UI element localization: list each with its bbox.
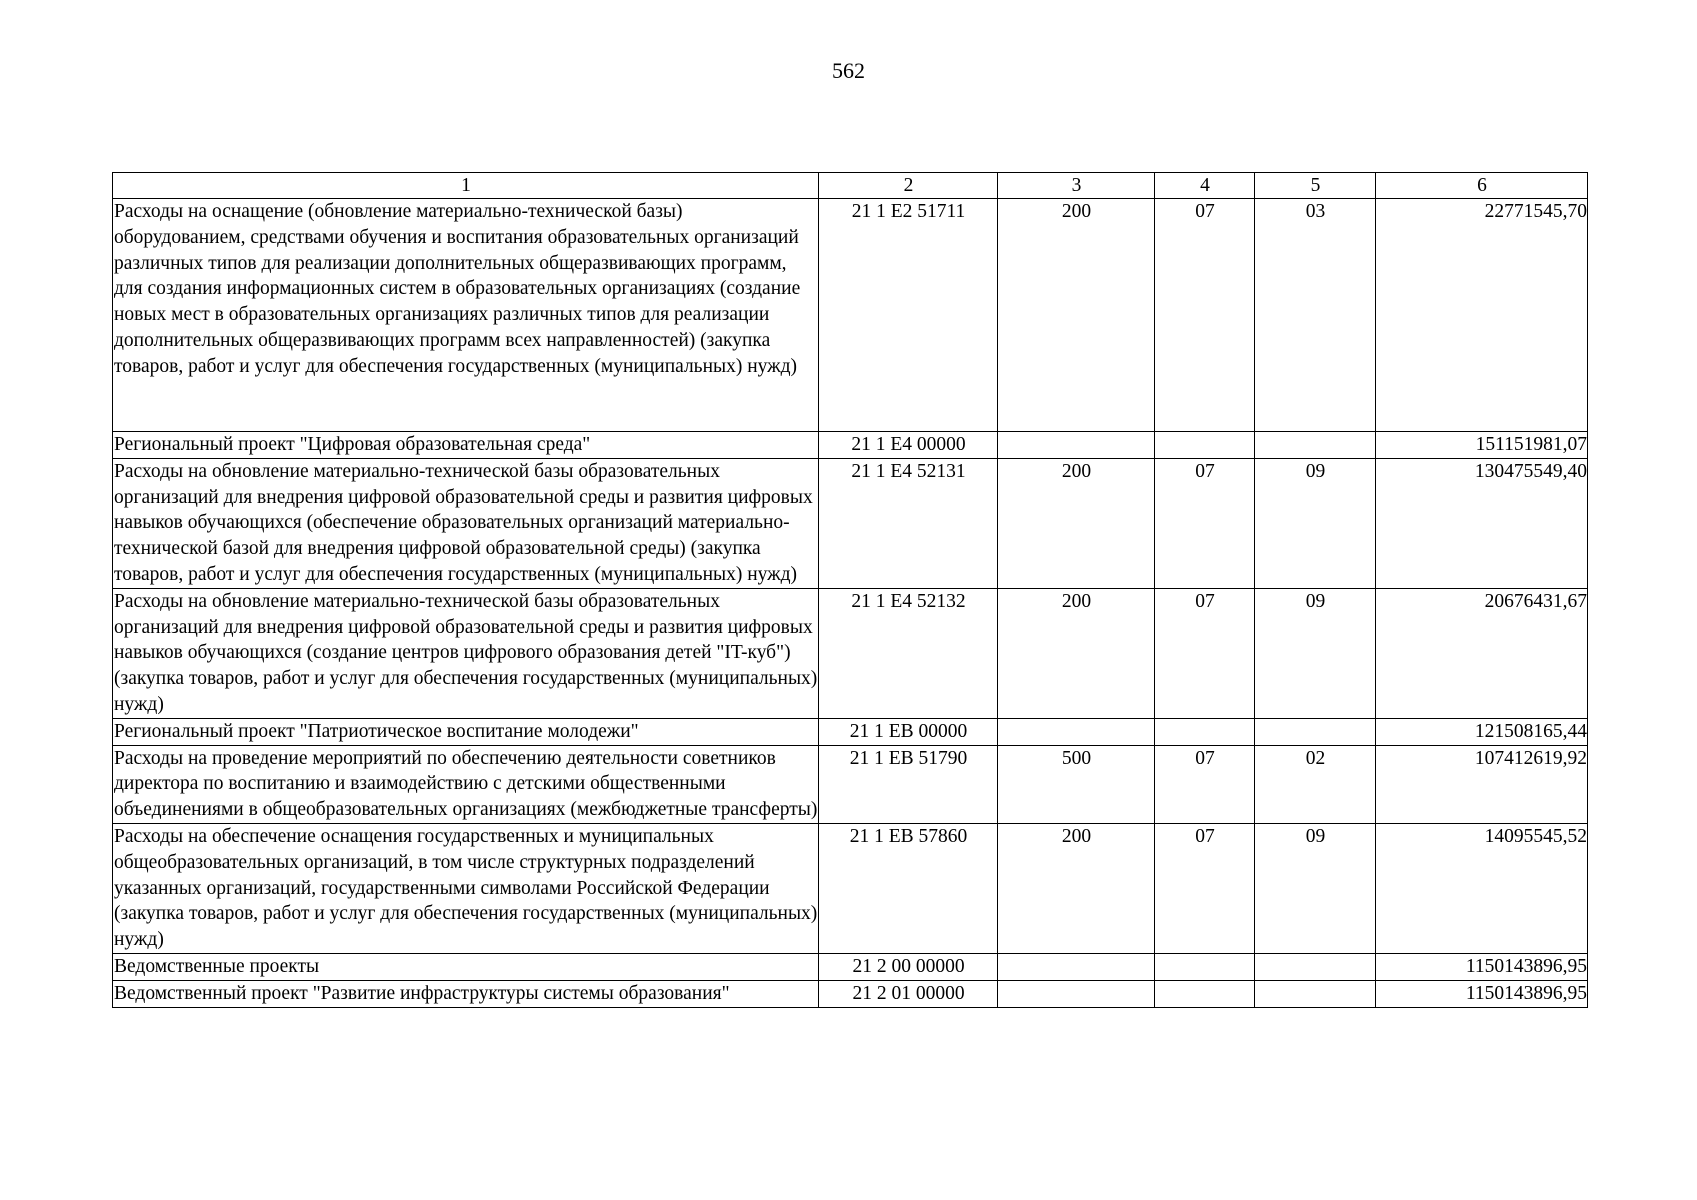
header-col-1: 1	[113, 173, 819, 199]
row-col-3: 200	[998, 588, 1155, 718]
table-row	[113, 980, 1588, 1007]
row-sum: 107412619,92	[1376, 745, 1588, 823]
row-sum: 1150143896,95	[1376, 980, 1588, 1007]
row-col-3: 500	[998, 745, 1155, 823]
table-row	[113, 745, 1588, 823]
row-col-5	[1255, 953, 1376, 980]
table-row	[113, 953, 1588, 980]
row-col-5: 03	[1255, 199, 1376, 432]
row-col-5: 02	[1255, 745, 1376, 823]
page-number: 562	[832, 58, 865, 83]
budget-table	[112, 172, 1588, 1008]
row-sum: 1150143896,95	[1376, 953, 1588, 980]
row-col-4: 07	[1155, 823, 1255, 953]
row-col-4: 07	[1155, 458, 1255, 588]
row-sum: 14095545,52	[1376, 823, 1588, 953]
header-col-5: 5	[1255, 173, 1376, 199]
row-col-3: 200	[998, 458, 1155, 588]
row-col-4: 07	[1155, 199, 1255, 432]
row-code: 21 1 EB 57860	[819, 823, 998, 953]
row-sum: 121508165,44	[1376, 718, 1588, 745]
row-description: Ведомственный проект "Развитие инфраструктуры системы образования"	[113, 980, 819, 1007]
row-col-4	[1155, 953, 1255, 980]
row-code: 21 1 E4 52132	[819, 588, 998, 718]
table-row	[113, 458, 1588, 588]
row-col-5: 09	[1255, 823, 1376, 953]
row-col-3	[998, 953, 1155, 980]
row-col-4	[1155, 718, 1255, 745]
row-description: Расходы на обновление материально-технической базы образовательных организаций для внедрения цифровой образовательной среды и развития цифровых навыков обучающихся (обеспечение образовательных организаций материально-технической базой для внедрения цифровой образовательной среды) (закупка товаров, работ и услуг для обеспечения государственных (муниципальных) нужд)	[113, 458, 819, 588]
row-description: Расходы на оснащение (обновление материально-технической базы) оборудованием, средствами обучения и воспитания образовательных организаций различных типов для реализации дополнительных общеразвивающих программ, для создания информационных систем в образовательных организациях (создание новых мест в образовательных организациях различных типов для реализации дополнительных общеразвивающих программ всех направленностей) (закупка товаров, работ и услуг для обеспечения государственных (муниципальных) нужд)	[113, 199, 819, 432]
row-sum: 22771545,70	[1376, 199, 1588, 432]
row-col-5	[1255, 432, 1376, 459]
row-code: 21 1 EB 00000	[819, 718, 998, 745]
row-sum: 20676431,67	[1376, 588, 1588, 718]
row-description: Региональный проект "Патриотическое воспитание молодежи"	[113, 718, 819, 745]
header-col-3: 3	[998, 173, 1155, 199]
row-description: Расходы на обеспечение оснащения государственных и муниципальных общеобразовательных организаций, в том числе структурных подразделений указанных организаций, государственными символами Российской Федерации (закупка товаров, работ и услуг для обеспечения государственных (муниципальных) нужд)	[113, 823, 819, 953]
table-row	[113, 718, 1588, 745]
row-sum: 151151981,07	[1376, 432, 1588, 459]
row-description: Расходы на обновление материально-технической базы образовательных организаций для внедрения цифровой образовательной среды и развития цифровых навыков обучающихся (создание центров цифрового образования детей "IT-куб") (закупка товаров, работ и услуг для обеспечения государственных (муниципальных) нужд)	[113, 588, 819, 718]
row-description: Региональный проект "Цифровая образовательная среда"	[113, 432, 819, 459]
table-row	[113, 588, 1588, 718]
row-code: 21 2 00 00000	[819, 953, 998, 980]
row-col-4	[1155, 432, 1255, 459]
header-col-4: 4	[1155, 173, 1255, 199]
row-col-4: 07	[1155, 745, 1255, 823]
row-code: 21 1 E4 52131	[819, 458, 998, 588]
row-col-4: 07	[1155, 588, 1255, 718]
row-code: 21 2 01 00000	[819, 980, 998, 1007]
row-col-5	[1255, 718, 1376, 745]
header-col-2: 2	[819, 173, 998, 199]
table-row	[113, 199, 1588, 432]
header-col-6: 6	[1376, 173, 1588, 199]
row-col-3	[998, 980, 1155, 1007]
row-code: 21 1 E4 00000	[819, 432, 998, 459]
row-col-5: 09	[1255, 588, 1376, 718]
row-description: Ведомственные проекты	[113, 953, 819, 980]
row-code: 21 1 EB 51790	[819, 745, 998, 823]
row-col-3: 200	[998, 823, 1155, 953]
row-col-5	[1255, 980, 1376, 1007]
row-col-5: 09	[1255, 458, 1376, 588]
table-row	[113, 823, 1588, 953]
row-col-3	[998, 718, 1155, 745]
row-col-3	[998, 432, 1155, 459]
table-row	[113, 432, 1588, 459]
row-description: Расходы на проведение мероприятий по обеспечению деятельности советников директора по воспитанию и взаимодействию с детскими общественными объединениями в общеобразовательных организациях (межбюджетные трансферты)	[113, 745, 819, 823]
row-code: 21 1 E2 51711	[819, 199, 998, 432]
row-col-4	[1155, 980, 1255, 1007]
table-header-row	[113, 173, 1588, 199]
row-sum: 130475549,40	[1376, 458, 1588, 588]
row-col-3: 200	[998, 199, 1155, 432]
